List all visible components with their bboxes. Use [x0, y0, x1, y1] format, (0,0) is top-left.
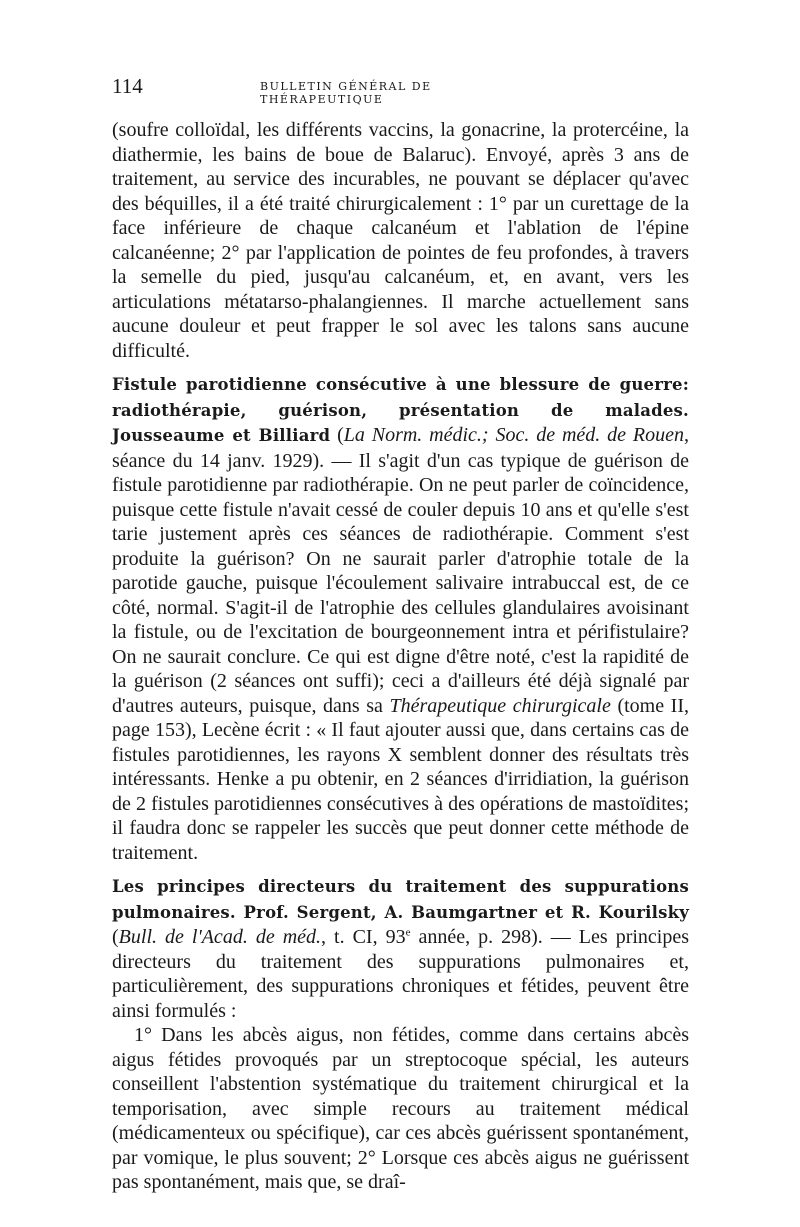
superscript: e: [405, 926, 411, 939]
book-title: Thérapeutique chirurgicale: [389, 694, 611, 717]
body-text: [112, 118, 689, 1195]
journal-reference: La Norm. médic.; Soc. de méd. de Rouen: [343, 424, 684, 446]
paragraph-continued: (soufre colloïdal, les différents vaccins, la gonacrine, la protercéine, la diathermie, les bains de boue de Balaruc). Envoyé, après 3 ans de traitement, au service des incurables, ne pouvant se déplacer qu'avec des béquilles, il a été traité chirurgicalement : 1° par un curettage de la face inférieure de chaque calcanéum et l'ablation de l'épine calcanéenne; 2° par l'application de pointes de feu profondes, à travers la semelle du pied, jusqu'au calcanéum, et, en avant, vers les articulations métatarso-phalangiennes. Il marche actuellement sans aucune douleur et peut frapper le sol avec les talons sans aucune difficulté.: [112, 119, 689, 362]
section-heading: Les principes directeurs du traitement des suppurations pulmonaires. Prof. Sergent, A. Baumgartner et R. Kourilsky: [112, 877, 689, 922]
section-heading: Fistule parotidienne consécutive à une blessure de guerre: radiothérapie, guérison, présentation de malades. Jousseaume et Billiard: [112, 375, 689, 445]
paragraph-body: , séance du 14 janv. 1929). — Il s'agit d'un cas typique de guérison de fistule parotidienne par radiothérapie. On ne peut parler de coïncidence, puisque cette fistule n'avait cessé de couler depuis 10 ans et qu'elle s'est tarie justement après ces séances de radiothérapie. Comment s'est produite la guérison? On ne saurait parler d'atrophie totale de la parotide gauche, puisque l'écoulement salivaire intrabuccal est, de ce côté, normal. S'agit-il de l'atrophie des cellules glandulaires avoisinant la fistule, ou de l'excitation de bourgeonnement intra et périfistulaire? On ne saurait conclure. Ce qui est digne d'être noté, c'est la rapidité de la guérison (2 séances ont suffi); ceci a d'ailleurs été déjà signalé par d'autres auteurs, puisque, dans sa: [112, 424, 689, 717]
paragraph-body-tail: (tome II, page 153), Lecène écrit : « Il faut ajouter aussi que, dans certains cas de fistules parotidiennes, les rayons X semblent donner des résultats très intéressants. Henke a pu obtenir, en 2 séances d'irridiation, la guérison de 2 fistules parotidiennes consécutives à des opérations de mastoïdites; il faudra donc se rappeler les succès que peut donner cette méthode de traitement.: [112, 694, 689, 864]
reference-open: (: [330, 424, 344, 446]
journal-reference: Bull. de l'Acad. de méd.: [118, 926, 322, 948]
running-title: BULLETIN GÉNÉRAL DE THÉRAPEUTIQUE: [260, 80, 432, 106]
paragraph-parotid-fistula: [112, 372, 689, 865]
paragraph-body: année, p. 298). — Les principes directeurs du traitement des suppurations pulmonaires et, particulièrement, des suppurations chroniques et fétides, peuvent être ainsi formulés :: [112, 926, 690, 1022]
page-header: [112, 74, 689, 106]
reference-volume: , t. CI, 93: [321, 926, 406, 948]
reference-open: (: [112, 926, 119, 948]
paragraph-acute-abscesses: 1° Dans les abcès aigus, non fétides, comme dans certains abcès aigus fétides provoqués par un streptocoque spécial, les auteurs conseillent l'abstention systématique du traitement chirurgical et la temporisation, avec simple recours au traitement médical (médicamenteux ou spécifique), car ces abcès guérissent spontanément, par vomique, le plus souvent; 2° Lorsque ces abcès aigus ne guérissent pas spontanément, mais que, se draî-: [112, 1024, 689, 1193]
page-number: 114: [112, 74, 143, 98]
paragraph-pulmonary-suppurations: [112, 874, 689, 1023]
